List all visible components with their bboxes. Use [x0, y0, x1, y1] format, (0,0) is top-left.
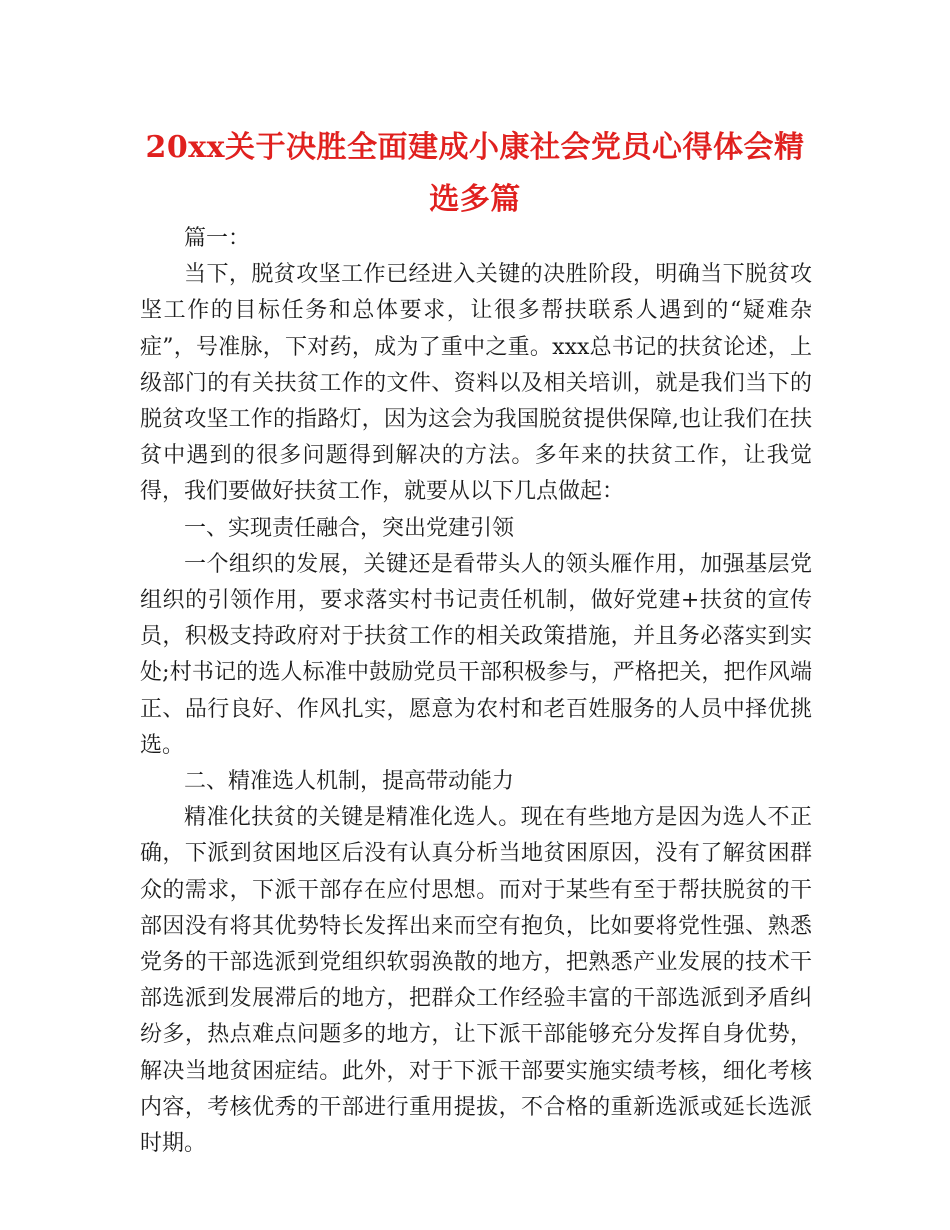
body-paragraph: 一个组织的发展，关键还是看带头人的领头雁作用，加强基层党组织的引领作用，要求落实村书记责任机制，做好党建+扶贫的宣传员，积极支持政府对于扶贫工作的相关政策措施，并且务必落实到实处;村书记的选人标准中鼓励党员干部积极参与，严格把关，把作风端正、品行良好、作风扎实，愿意为农村和老百姓服务的人员中择优挑选。: [140, 551, 812, 758]
document-body: [140, 221, 812, 1162]
document-title: 20xx关于决胜全面建成小康社会党员心得体会精选多篇: [145, 130, 805, 217]
body-paragraph: 当下，脱贫攻坚工作已经进入关键的决胜阶段，明确当下脱贫攻坚工作的目标任务和总体要求，让很多帮扶联系人遇到的“疑难杂症”，号准脉，下对药，成为了重中之重。xxx总书记的扶贫论述，上级部门的有关扶贫工作的文件、资料以及相关培训，就是我们当下的脱贫攻坚工作的指路灯，因为这会为我国脱贫提供保障,也让我们在扶贫中遇到的很多问题得到解决的方法。多年来的扶贫工作，让我觉得，我们要做好扶贫工作，就要从以下几点做起：: [140, 262, 812, 505]
section-heading: 一、实现责任融合，突出党建引领: [184, 515, 515, 541]
section-heading: 二、精准选人机制，提高带动能力: [184, 769, 515, 795]
section-label: 篇一：: [184, 226, 251, 251]
body-paragraph: 精准化扶贫的关键是精准化选人。现在有些地方是因为选人不正确，下派到贫困地区后没有认真分析当地贫困原因，没有了解贫困群众的需求，下派干部存在应付思想。而对于某些有至于帮扶脱贫的干部因没有将其优势特长发挥出来而空有抱负，比如要将党性强、熟悉党务的干部选派到党组织软弱涣散的地方，把熟悉产业发展的技术干部选派到发展滞后的地方，把群众工作经验丰富的干部选派到矛盾纠纷多，热点难点问题多的地方，让下派干部能够充分发挥自身优势，解决当地贫困症结。此外，对于下派干部要实施实绩考核，细化考核内容，考核优秀的干部进行重用提拔，不合格的重新选派或延长选派时期。: [140, 805, 812, 1157]
